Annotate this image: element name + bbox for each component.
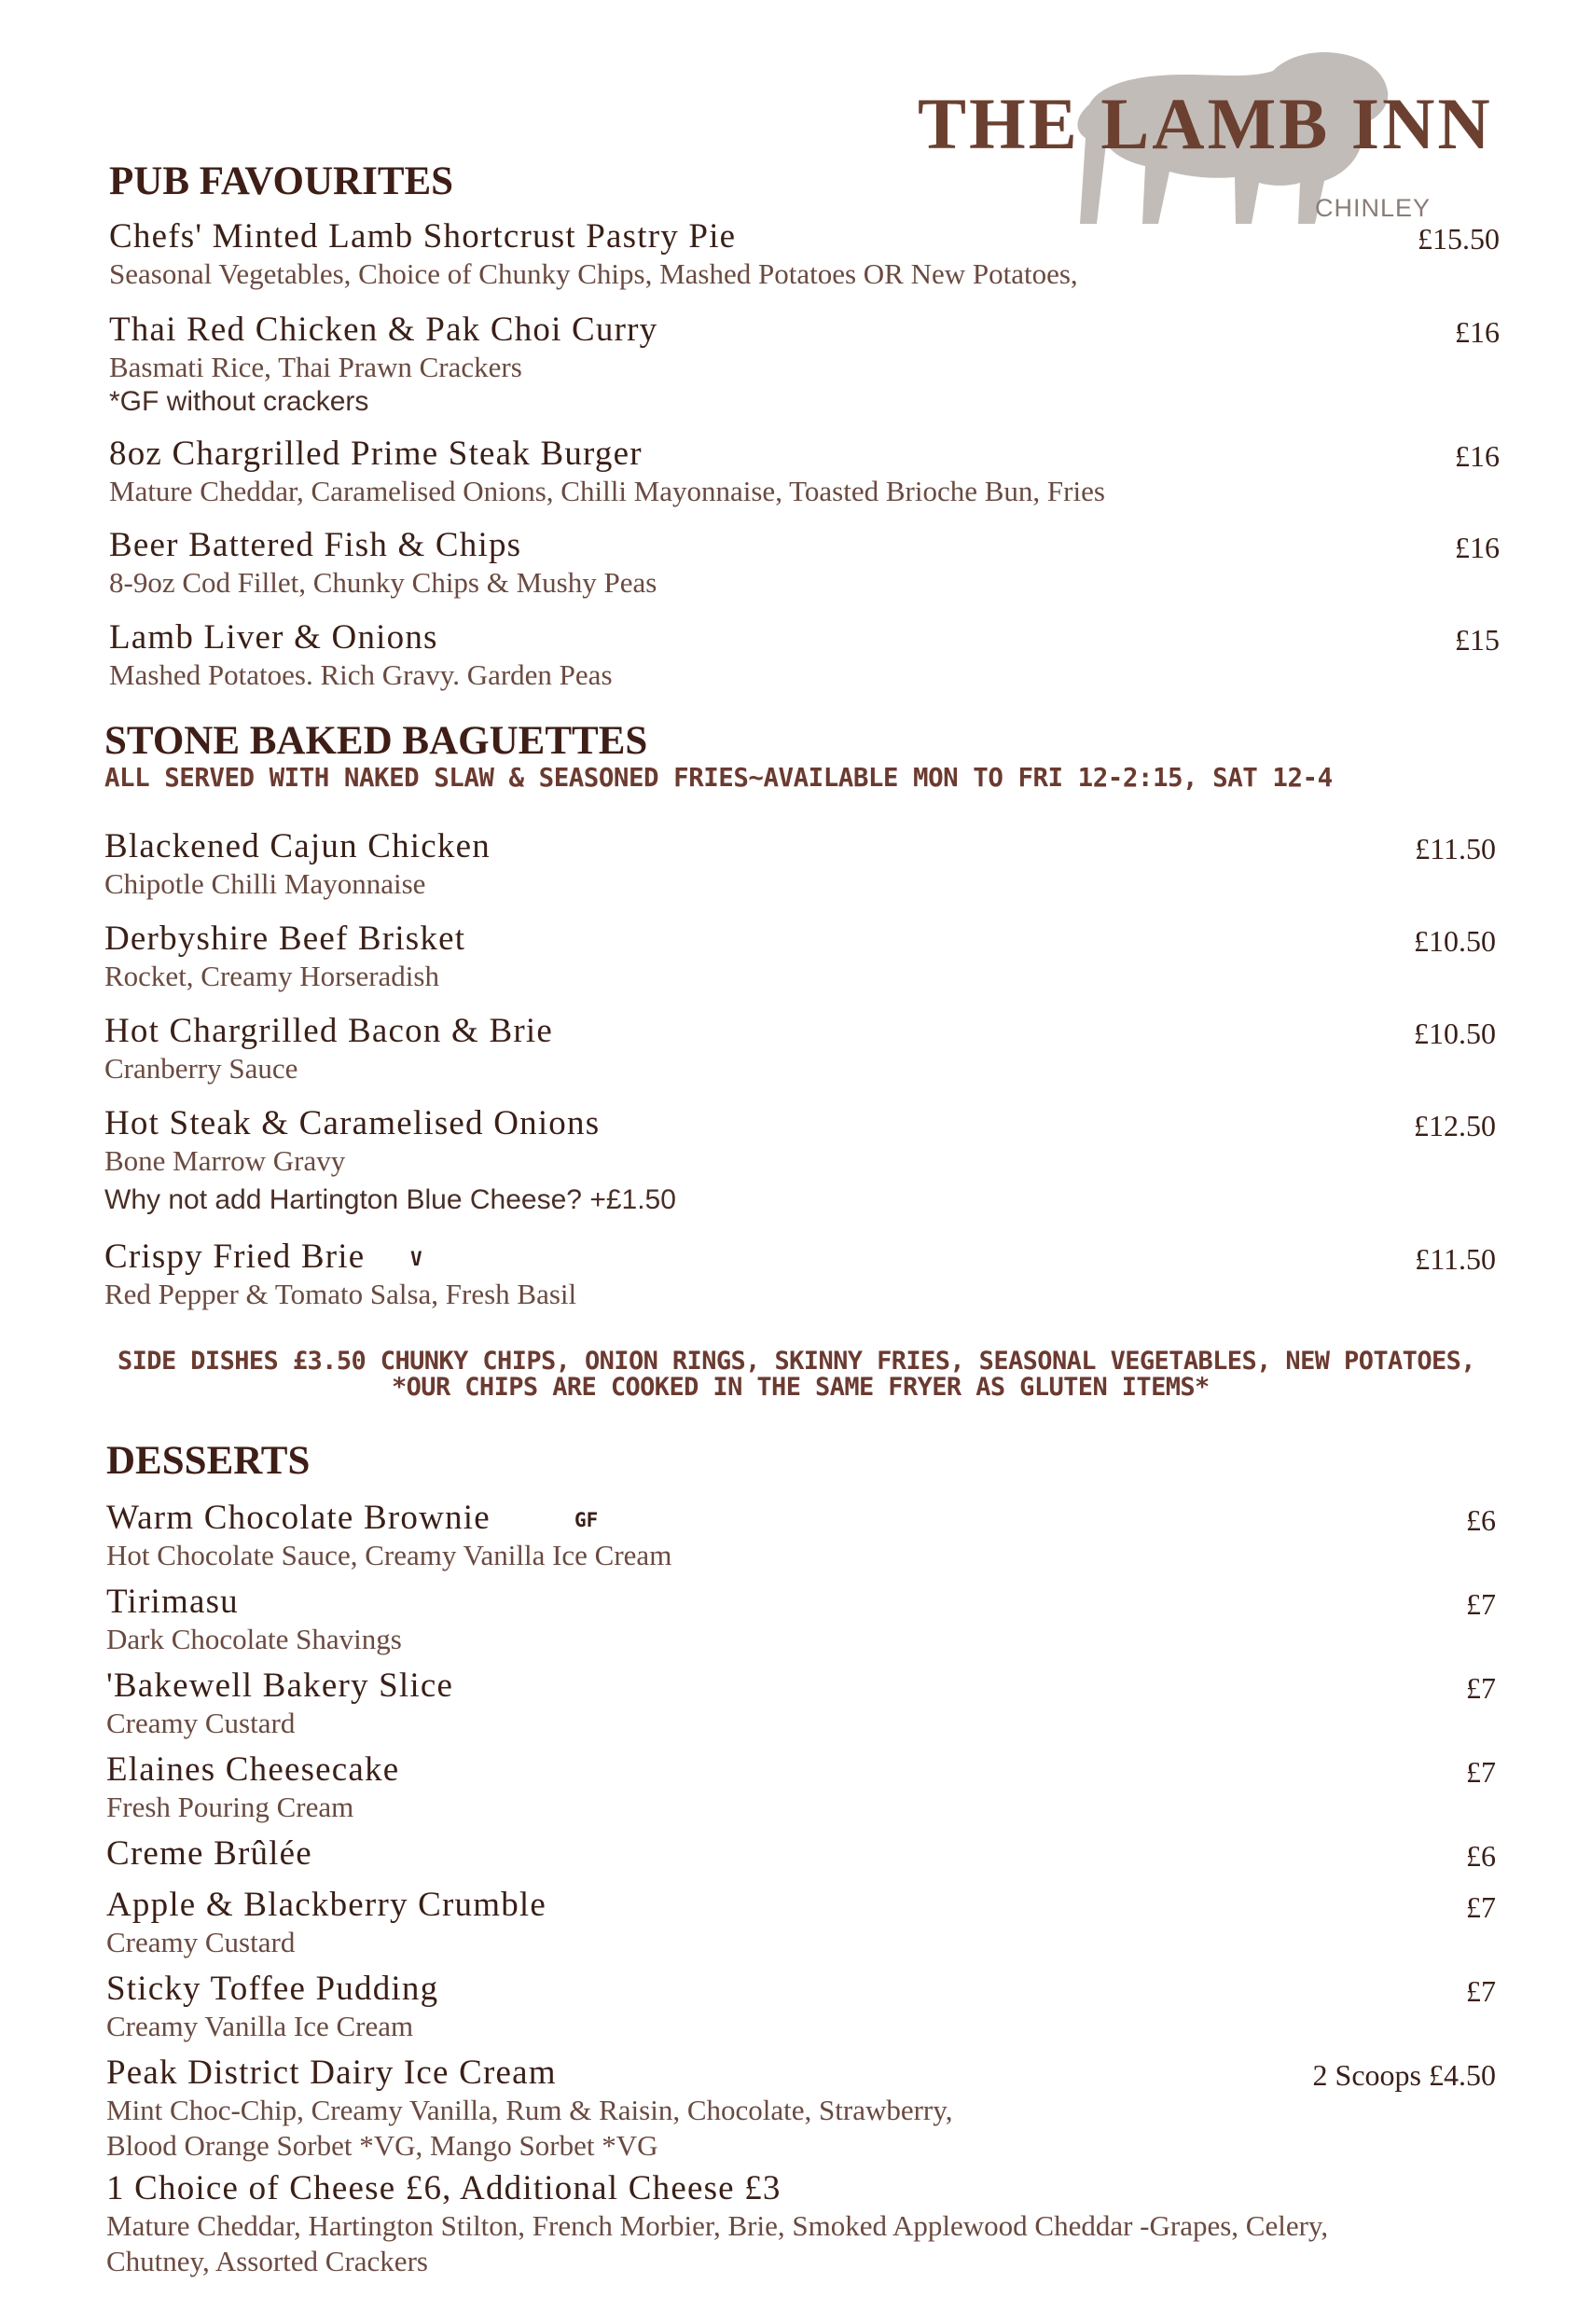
item-price: £15	[1455, 623, 1500, 657]
item-description: Fresh Pouring Cream	[106, 1791, 354, 1823]
vegetarian-tag: V	[410, 1248, 422, 1270]
item-price: £10.50	[1414, 924, 1496, 958]
item-price: £10.50	[1414, 1017, 1496, 1050]
item-name: Blackened Cajun Chicken	[104, 827, 491, 865]
item-name: Peak District Dairy Ice Cream	[106, 2054, 557, 2092]
item-note: *GF without crackers	[109, 386, 369, 417]
item-description: Bone Marrow Gravy	[104, 1144, 346, 1177]
section-title: DESSERTS	[106, 1439, 311, 1483]
item-name: Hot Steak & Caramelised Onions	[104, 1104, 601, 1142]
item-name: 'Bakewell Bakery Slice	[106, 1667, 454, 1705]
item-description: Chipotle Chilli Mayonnaise	[104, 867, 426, 900]
item-description: Basmati Rice, Thai Prawn Crackers	[109, 351, 522, 383]
item-price: £7	[1466, 1755, 1496, 1789]
item-price: £11.50	[1415, 832, 1496, 865]
item-name: Beer Battered Fish & Chips	[109, 526, 522, 564]
section-title: PUB FAVOURITES	[109, 159, 454, 203]
logo-location: CHINLEY	[1315, 194, 1432, 222]
item-price: £6	[1466, 1503, 1496, 1537]
item-price: £12.50	[1414, 1109, 1496, 1142]
item-price: £7	[1466, 1890, 1496, 1924]
item-description: Seasonal Vegetables, Choice of Chunky Chips, Mashed Potatoes OR New Potatoes,	[109, 257, 1078, 290]
item-description: Creamy Vanilla Ice Cream	[106, 2010, 414, 2042]
logo-name: THE LAMB INN	[918, 83, 1493, 164]
item-note: Why not add Hartington Blue Cheese? +£1.50	[104, 1184, 676, 1215]
item-name: Lamb Liver & Onions	[109, 618, 438, 657]
item-name: 1 Choice of Cheese £6, Additional Cheese £3	[106, 2169, 782, 2207]
item-description: Cranberry Sauce	[104, 1052, 298, 1085]
item-description: Rocket, Creamy Horseradish	[104, 960, 439, 992]
item-description: Mature Cheddar, Caramelised Onions, Chilli Mayonnaise, Toasted Brioche Bun, Fries	[109, 475, 1105, 507]
item-price: £7	[1466, 1974, 1496, 2008]
item-name: Crispy Fried Brie	[104, 1238, 366, 1276]
item-description: Creamy Custard	[106, 1707, 296, 1739]
item-name: Derbyshire Beef Brisket	[104, 920, 466, 958]
item-name: Chefs' Minted Lamb Shortcrust Pastry Pie	[109, 217, 737, 256]
item-description: Creamy Custard	[106, 1926, 296, 1958]
item-name: Tirimasu	[106, 1583, 239, 1621]
item-description: Hot Chocolate Sauce, Creamy Vanilla Ice Cream	[106, 1539, 672, 1571]
item-description: Mashed Potatoes. Rich Gravy. Garden Peas	[109, 658, 613, 691]
item-description: Chutney, Assorted Crackers	[106, 2245, 428, 2277]
item-name: Creme Brûlée	[106, 1834, 312, 1873]
item-price: £16	[1455, 531, 1500, 564]
item-price: £16	[1455, 439, 1500, 473]
item-price: £6	[1466, 1839, 1496, 1873]
item-name: Warm Chocolate Brownie	[106, 1499, 491, 1537]
item-name: Elaines Cheesecake	[106, 1750, 400, 1789]
item-description: Dark Chocolate Shavings	[106, 1623, 402, 1655]
item-price: £11.50	[1415, 1242, 1496, 1276]
item-price: £15.50	[1418, 222, 1500, 256]
item-description: Blood Orange Sorbet *VG, Mango Sorbet *VG	[106, 2129, 658, 2162]
item-name: 8oz Chargrilled Prime Steak Burger	[109, 435, 643, 473]
item-name: Apple & Blackberry Crumble	[106, 1886, 547, 1924]
side-dishes-line: SIDE DISHES £3.50 CHUNKY CHIPS, ONION RINGS, SKINNY FRIES, SEASONAL VEGETABLES, NEW POTATOES,	[118, 1347, 1475, 1376]
item-name: Sticky Toffee Pudding	[106, 1970, 439, 2008]
item-description: Mature Cheddar, Hartington Stilton, French Morbier, Brie, Smoked Applewood Cheddar -Grapes, Celery,	[106, 2209, 1329, 2242]
section-note: ALL SERVED WITH NAKED SLAW & SEASONED FRIES~AVAILABLE MON TO FRI 12-2:15, SAT 12-4	[104, 763, 1333, 793]
logo	[914, 47, 1511, 233]
item-price: 2 Scoops £4.50	[1312, 2058, 1496, 2092]
item-description: 8-9oz Cod Fillet, Chunky Chips & Mushy Peas	[109, 566, 657, 599]
section-title: STONE BAKED BAGUETTES	[104, 719, 648, 763]
fryer-notice: *OUR CHIPS ARE COOKED IN THE SAME FRYER AS GLUTEN ITEMS*	[392, 1373, 1210, 1402]
item-price: £7	[1466, 1587, 1496, 1621]
item-name: Thai Red Chicken & Pak Choi Curry	[109, 311, 658, 349]
item-price: £16	[1455, 315, 1500, 349]
gluten-free-tag: GF	[574, 1509, 599, 1531]
item-price: £7	[1466, 1671, 1496, 1705]
item-name: Hot Chargrilled Bacon & Brie	[104, 1012, 553, 1050]
item-description: Red Pepper & Tomato Salsa, Fresh Basil	[104, 1278, 577, 1310]
item-description: Mint Choc-Chip, Creamy Vanilla, Rum & Raisin, Chocolate, Strawberry,	[106, 2094, 953, 2126]
